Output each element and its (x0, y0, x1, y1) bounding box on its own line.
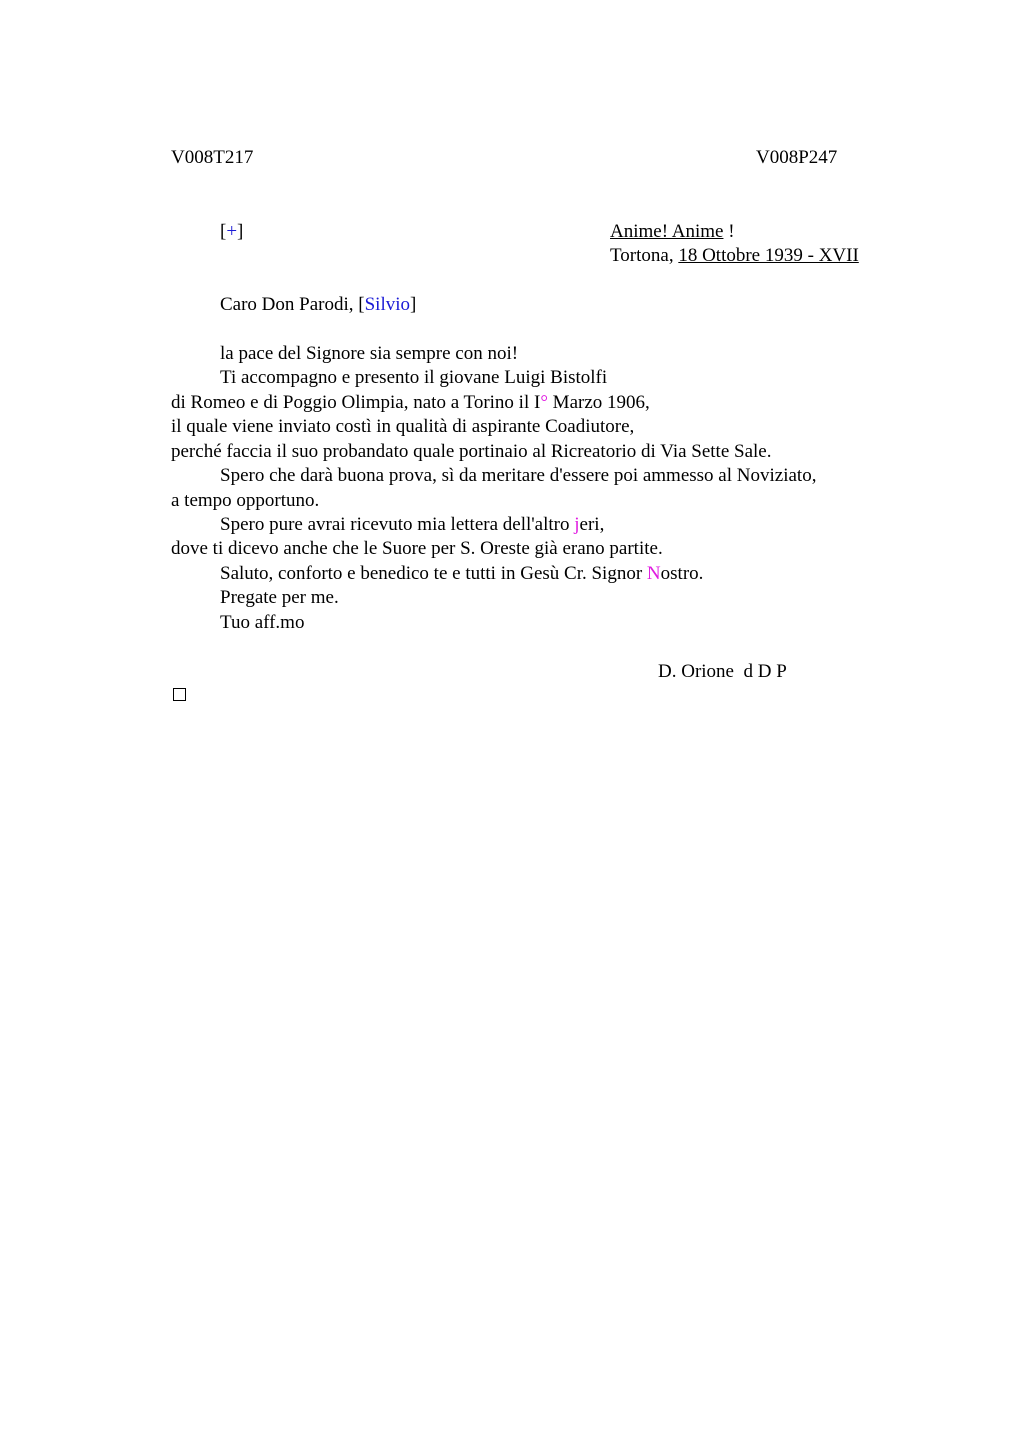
body-line-10 (220, 562, 703, 586)
place: Tortona, (610, 245, 679, 266)
body-line-12: Tuo aff.mo (220, 612, 305, 633)
cross-mark (220, 220, 243, 244)
body-line-10-mark: N (646, 563, 661, 584)
body-line-8-a: Spero pure avrai ricevuto mia lettera dell'altro (220, 514, 575, 535)
place-date (610, 244, 859, 268)
body-line-4: il quale viene inviato costì in qualità di aspirante Coadiutore, (171, 416, 635, 437)
cross-bracket-close: ] (237, 221, 244, 242)
body-line-3-b: Marzo 1906, (547, 392, 650, 413)
motto-underlined: Anime! Anime (610, 221, 724, 242)
date: 18 Ottobre 1939 - XVII (678, 245, 859, 266)
body-line-10-b: ostro. (660, 563, 704, 584)
motto-exclamation: ! (723, 221, 735, 242)
salutation-text: Caro Don Parodi, (220, 294, 359, 315)
salutation-bracket-close: ] (410, 294, 417, 315)
body-line-3-a: di Romeo e di Poggio Olimpia, nato a Torino il I (171, 392, 541, 413)
body-line-8-b: eri, (579, 514, 605, 535)
motto (610, 220, 735, 244)
body-line-8 (220, 513, 604, 537)
body-line-8-mark: j (574, 514, 580, 535)
cross-bracket-open: [ (220, 221, 227, 242)
signature: D. Orione d D P (658, 661, 787, 682)
body-line-3 (171, 391, 650, 415)
end-checkbox[interactable] (173, 688, 186, 701)
body-line-10-a: Saluto, conforto e benedico te e tutti in Gesù Cr. Signor (220, 563, 647, 584)
salutation-name: Silvio (364, 294, 410, 315)
body-line-7: a tempo opportuno. (171, 490, 320, 511)
cross-symbol: + (226, 221, 238, 242)
body-line-9: dove ti dicevo anche che le Suore per S. Oreste già erano partite. (171, 538, 663, 559)
salutation (220, 293, 416, 317)
body-line-2: Ti accompagno e presento il giovane Luigi Bistolfi (220, 367, 608, 388)
body-line-1: la pace del Signore sia sempre con noi! (220, 343, 519, 364)
body-line-6: Spero che darà buona prova, sì da meritare d'essere poi ammesso al Noviziato, (220, 465, 817, 486)
salutation-bracket-open: [ (358, 294, 365, 315)
document-code-right: V008P247 (756, 147, 838, 168)
body-line-3-mark: ° (540, 392, 548, 413)
document-code-left: V008T217 (171, 147, 254, 168)
body-line-11: Pregate per me. (220, 587, 339, 608)
body-line-5: perché faccia il suo probandato quale portinaio al Ricreatorio di Via Sette Sale. (171, 441, 772, 462)
